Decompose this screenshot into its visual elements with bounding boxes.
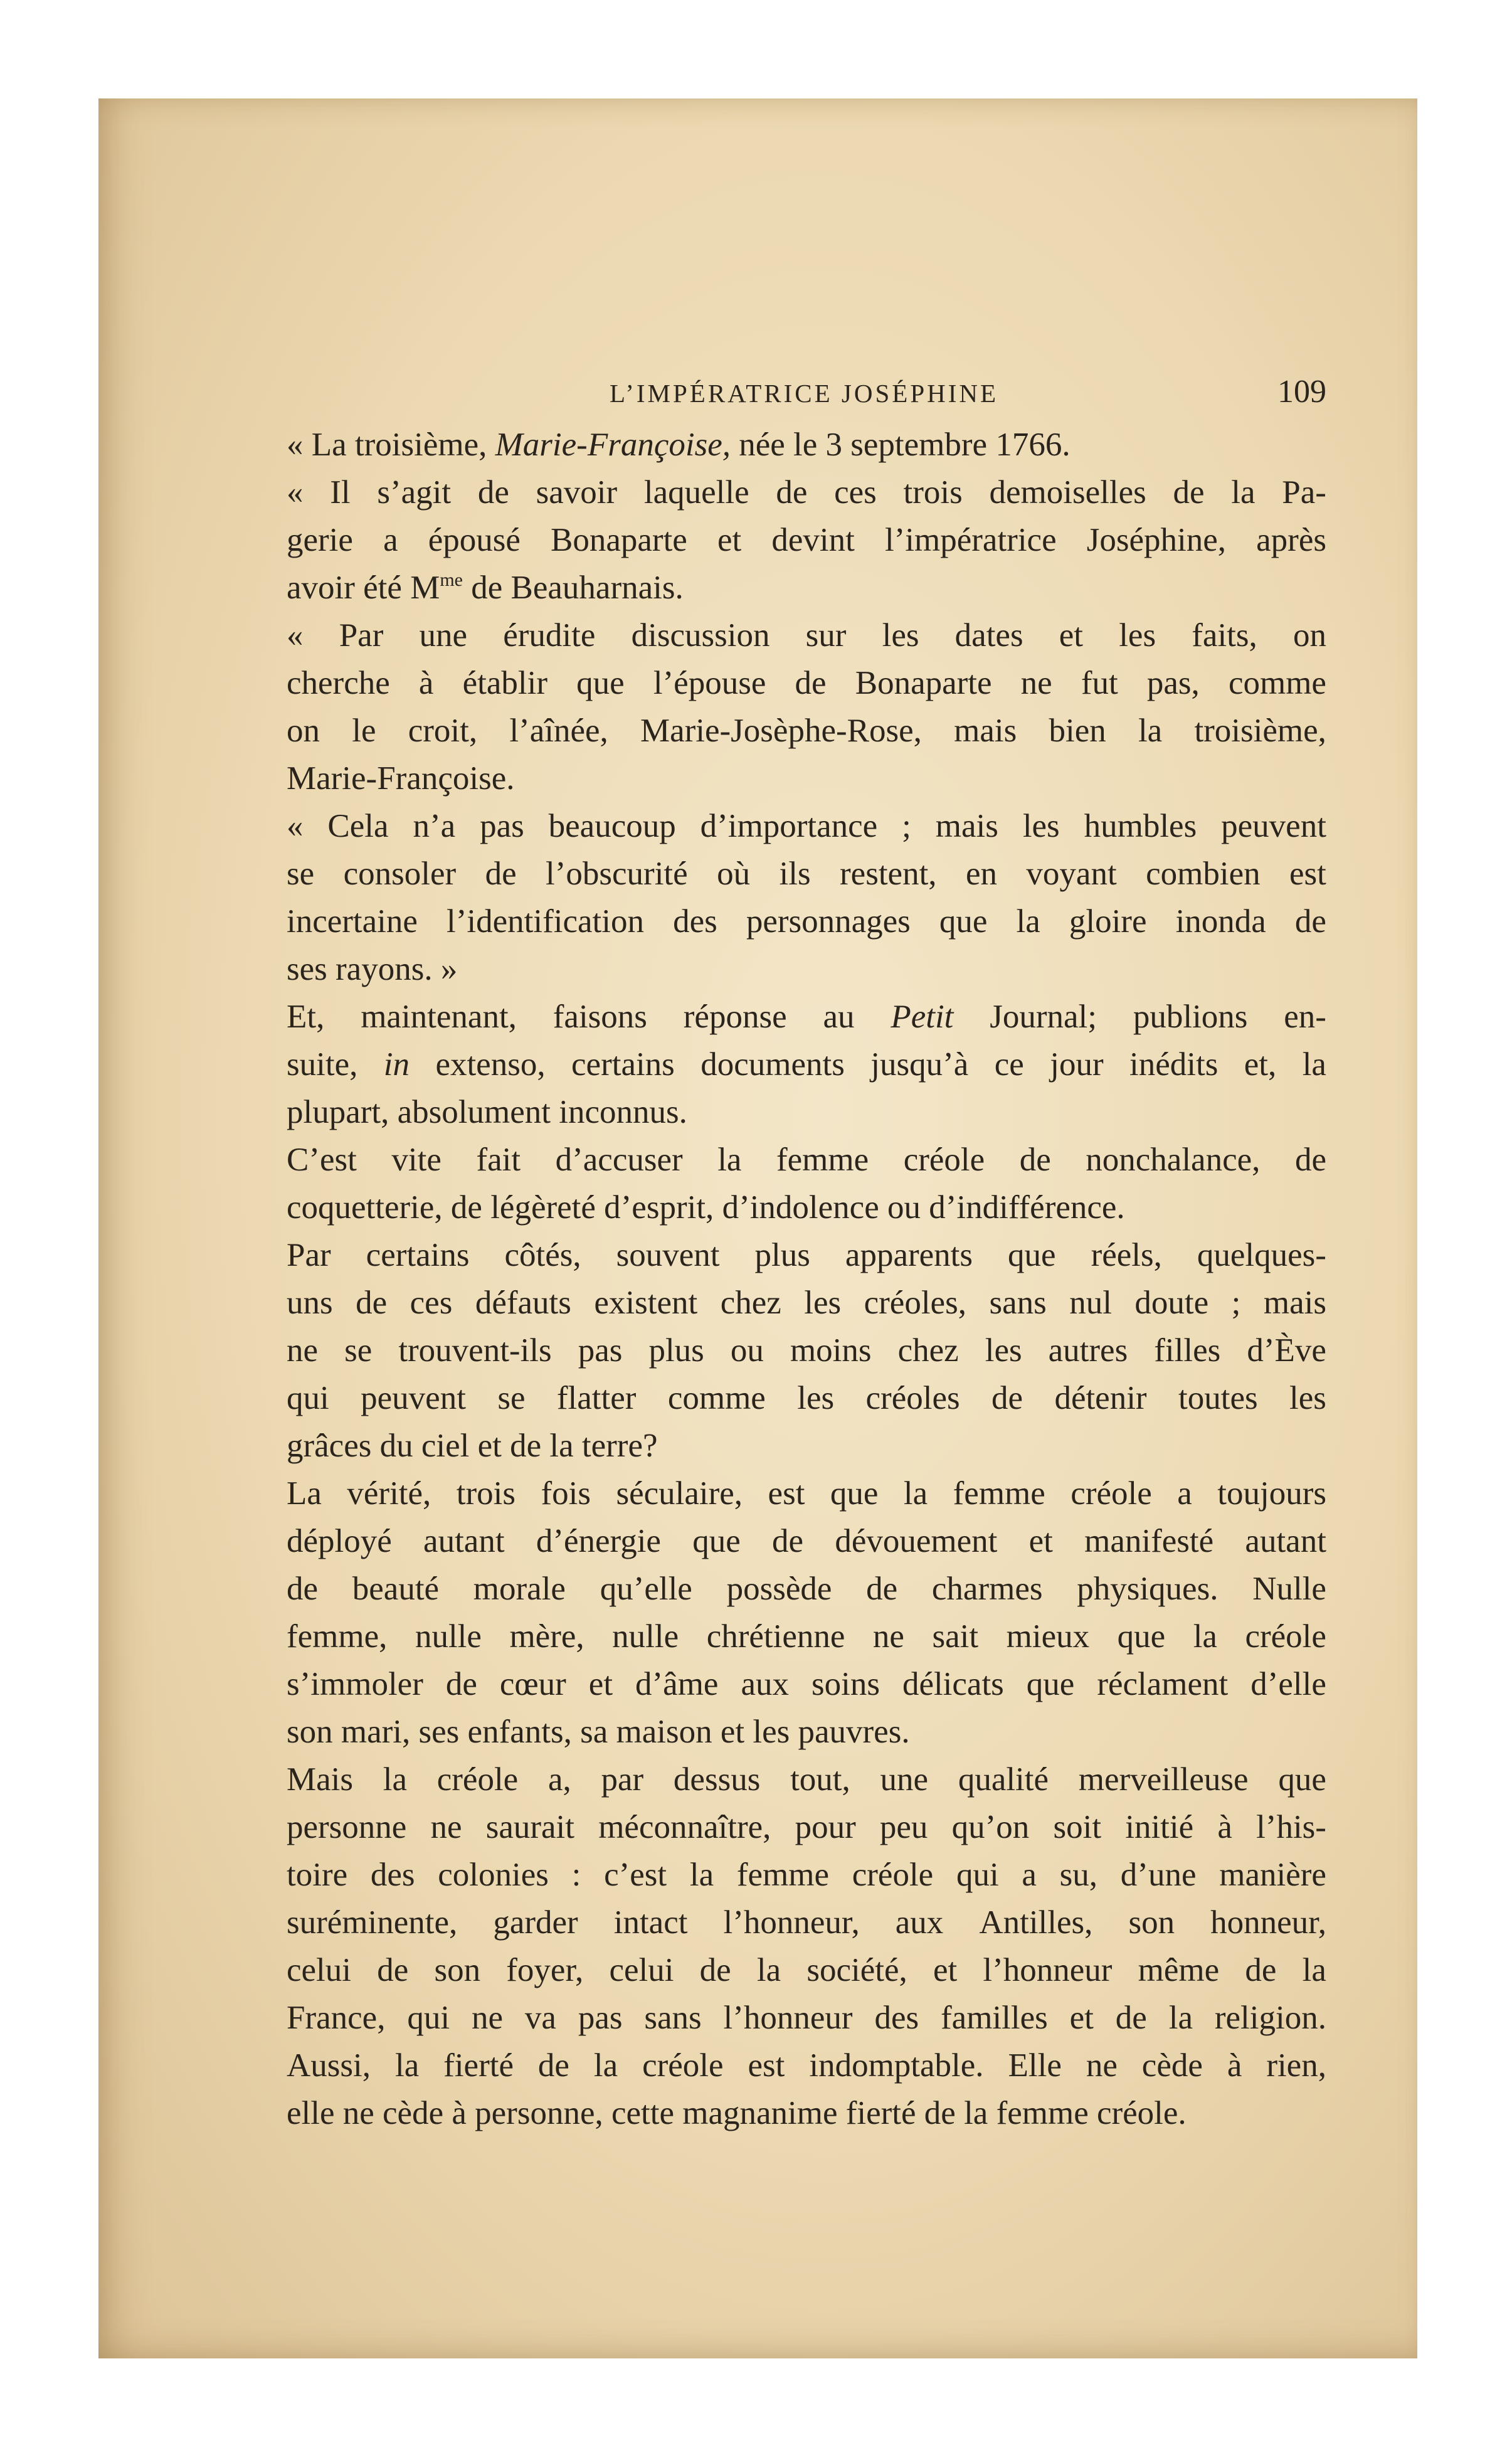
text-line: s’immoler de cœur et d’âme aux soins délicats que réclament d’elle [287,1666,1326,1702]
body-text [287,421,1326,2137]
page-header [287,368,1326,416]
text-line: Mais la créole a, par dessus tout, une qualité merveilleuse que [287,1761,1326,1798]
text-line: femme, nulle mère, nulle chrétienne ne sait mieux que la créole [287,1618,1326,1655]
text-line: coquetterie, de légèreté d’esprit, d’indolence ou d’indifférence. [287,1189,1125,1226]
text-line: elle ne cède à personne, cette magnanime fierté de la femme créole. [287,2095,1187,2131]
page-text-block [287,368,1326,2137]
text-line: se consoler de l’obscurité où ils restent, en voyant combien est [287,856,1326,892]
text-line: suréminente, garder intact l’honneur, aux Antilles, son honneur, [287,1904,1326,1941]
text-line: qui peuvent se flatter comme les créoles de détenir toutes les [287,1380,1326,1416]
text-line: France, qui ne va pas sans l’honneur des familles et de la religion. [287,2000,1326,2036]
text-line: Et, maintenant, faisons réponse au Petit Journal; publions en- [287,999,1326,1035]
text-line: « La troisième, Marie-Françoise, née le 3 septembre 1766. [287,427,1071,463]
text-line: déployé autant d’énergie que de dévouement et manifesté autant [287,1523,1326,1559]
text-line: gerie a épousé Bonaparte et devint l’impératrice Joséphine, après [287,522,1326,558]
text-line: Par certains côtés, souvent plus apparents que réels, quelques- [287,1237,1326,1273]
text-line: Aussi, la fierté de la créole est indomptable. Elle ne cède à rien, [287,2047,1326,2084]
text-line: ses rayons. » [287,951,458,987]
text-line: « Cela n’a pas beaucoup d’importance ; mais les humbles peuvent [287,808,1326,844]
running-title: L’IMPÉRATRICE JOSÉPHINE [609,379,999,408]
text-line: son mari, ses enfants, sa maison et les pauvres. [287,1714,910,1750]
text-line: avoir été $M^{me}$ de Beauharnais. [287,570,684,606]
text-line: de beauté morale qu’elle possède de charmes physiques. Nulle [287,1571,1326,1607]
text-line: suite, in extenso, certains documents jusqu’à ce jour inédits et, la [287,1046,1326,1083]
text-line: grâces du ciel et de la terre? [287,1428,658,1464]
text-line: toire des colonies : c’est la femme créole qui a su, d’une manière [287,1857,1326,1893]
text-line: incertaine l’identification des personnages que la gloire inonda de [287,903,1326,940]
page-number: 109 [1277,374,1326,410]
text-line: C’est vite fait d’accuser la femme créole de nonchalance, de [287,1142,1326,1178]
text-line: on le croit, l’aînée, Marie-Josèphe-Rose, mais bien la troisième, [287,713,1326,749]
text-line: Marie-Françoise. [287,760,515,797]
text-line: cherche à établir que l’épouse de Bonaparte ne fut pas, comme [287,665,1326,701]
book-page [98,98,1417,2358]
text-line: « Il s’agit de savoir laquelle de ces trois demoiselles de la Pa- [287,474,1326,511]
text-line: plupart, absolument inconnus. [287,1094,687,1130]
text-line: personne ne saurait méconnaître, pour peu qu’on soit initié à l’his- [287,1809,1326,1845]
text-line: celui de son foyer, celui de la société, et l’honneur même de la [287,1952,1326,1988]
text-line: La vérité, trois fois séculaire, est que la femme créole a toujours [287,1475,1326,1512]
text-line: uns de ces défauts existent chez les créoles, sans nul doute ; mais [287,1285,1326,1321]
text-line: ne se trouvent-ils pas plus ou moins chez les autres filles d’Ève [287,1332,1326,1369]
text-line: « Par une érudite discussion sur les dates et les faits, on [287,617,1326,654]
